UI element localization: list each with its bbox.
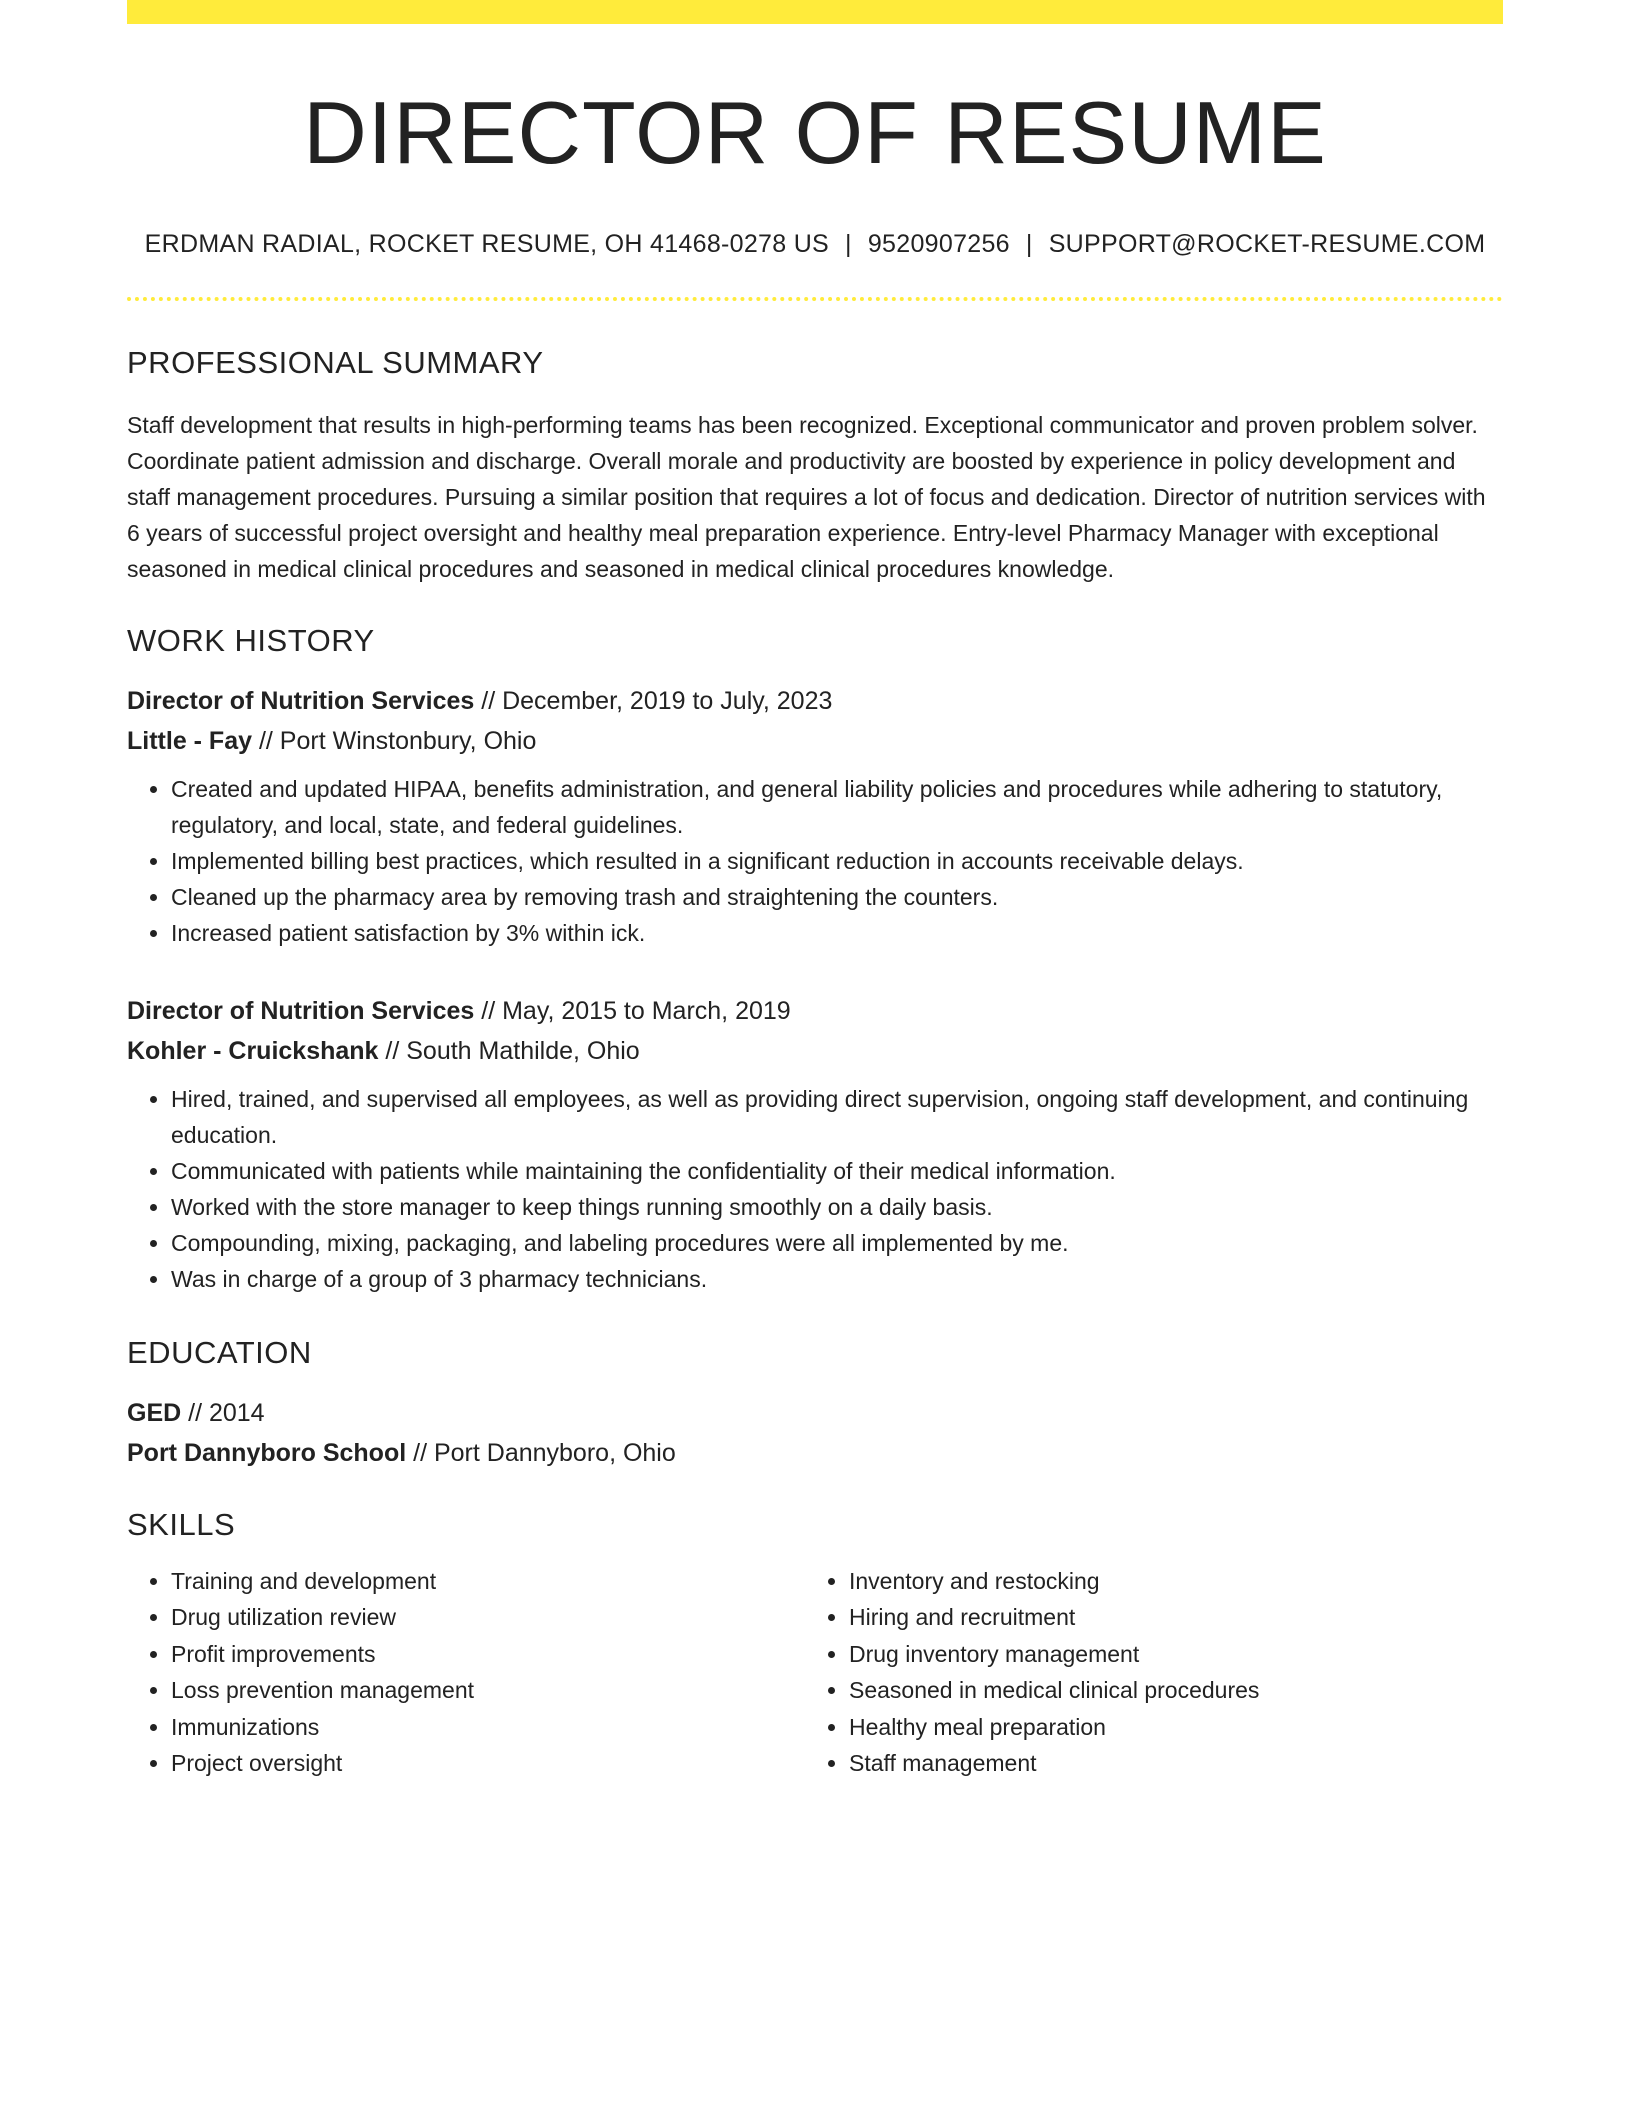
skill-item: • Drug utilization review — [171, 1599, 805, 1636]
job-bullet: • Was in charge of a group of 3 pharmacy technicians. — [171, 1261, 1503, 1297]
contact-separator: | — [1025, 229, 1033, 258]
job-company: Little - Fay — [127, 726, 253, 755]
education-school: Port Dannyboro School — [127, 1438, 407, 1467]
skill-item: • Training and development — [171, 1563, 805, 1600]
skill-item: • Healthy meal preparation — [849, 1709, 1483, 1746]
dotted-divider — [127, 297, 1503, 301]
education-entry — [127, 1393, 1503, 1473]
job-entry — [127, 681, 1503, 951]
education-heading: EDUCATION — [127, 1334, 312, 1370]
job-dates: // December, 2019 to July, 2023 — [474, 686, 833, 715]
resume-name: DIRECTOR OF RESUME — [303, 83, 1327, 182]
education-year: // 2014 — [181, 1398, 265, 1427]
accent-bar — [127, 0, 1503, 24]
summary-heading: PROFESSIONAL SUMMARY — [127, 344, 544, 380]
education-school-line — [127, 1433, 1503, 1473]
job-company-line — [127, 721, 1503, 761]
skill-item: • Seasoned in medical clinical procedures — [849, 1672, 1483, 1709]
skill-item: • Loss prevention management — [171, 1672, 805, 1709]
job-role: Director of Nutrition Services — [127, 686, 475, 715]
job-bullet: • Compounding, mixing, packaging, and labeling procedures were all implemented by me. — [171, 1225, 1503, 1261]
job-bullet: • Worked with the store manager to keep things running smoothly on a daily basis. — [171, 1189, 1503, 1225]
skill-item: • Drug inventory management — [849, 1636, 1483, 1673]
job-title-line — [127, 991, 1503, 1031]
resume-page — [127, 0, 1503, 1782]
job-bullet: • Created and updated HIPAA, benefits administration, and general liability policies and procedures while adhering to statutory, regulatory, and local, state, and federal guidelines. — [171, 771, 1503, 843]
skill-item: • Immunizations — [171, 1709, 805, 1746]
skill-item: • Staff management — [849, 1745, 1483, 1782]
job-title-line — [127, 681, 1503, 721]
job-entry — [127, 991, 1503, 1297]
skill-item: • Profit improvements — [171, 1636, 805, 1673]
education-degree-line — [127, 1393, 1503, 1433]
job-location: // Port Winstonbury, Ohio — [252, 726, 537, 755]
skills-list-left — [127, 1563, 805, 1782]
job-dates: // May, 2015 to March, 2019 — [474, 996, 791, 1025]
contact-phone: 9520907256 — [867, 229, 1010, 258]
job-bullet: • Hired, trained, and supervised all employees, as well as providing direct supervision, ongoing staff development, and continuing education. — [171, 1081, 1503, 1153]
work-history-heading: WORK HISTORY — [127, 622, 375, 658]
education-location: // Port Dannyboro, Ohio — [406, 1438, 676, 1467]
job-role: Director of Nutrition Services — [127, 996, 475, 1025]
job-bullets — [127, 771, 1503, 951]
job-bullets — [127, 1081, 1503, 1297]
skills-heading: SKILLS — [127, 1506, 236, 1542]
contact-line — [127, 230, 1503, 259]
job-bullet: • Increased patient satisfaction by 3% within ick. — [171, 915, 1503, 951]
contact-address: ERDMAN RADIAL, ROCKET RESUME, OH 41468-0278 US — [144, 229, 830, 258]
skill-item: • Hiring and recruitment — [849, 1599, 1483, 1636]
contact-separator: | — [845, 229, 852, 258]
skill-item: • Inventory and restocking — [849, 1563, 1483, 1600]
job-bullet: • Cleaned up the pharmacy area by removing trash and straightening the counters. — [171, 879, 1503, 915]
skills-columns — [127, 1563, 1503, 1782]
job-location: // South Mathilde, Ohio — [378, 1036, 640, 1065]
summary-text: Staff development that results in high-performing teams has been recognized. Exceptional communicator and proven problem solver. Coordinate patient admission and discharge. Overall morale and productivity are boosted by experience in policy development and staff management procedures. Pursuing a similar position that requires a lot of focus and dedication. Director of nutrition services with 6 years of successful project oversight and healthy meal preparation experience. Entry-level Pharmacy Manager with exceptional seasoned in medical clinical procedures and seasoned in medical clinical procedures knowledge. — [127, 411, 1486, 582]
job-bullet: • Communicated with patients while maintaining the confidentiality of their medical information. — [171, 1153, 1503, 1189]
contact-email: SUPPORT@ROCKET-RESUME.COM — [1048, 229, 1486, 258]
job-bullet: • Implemented billing best practices, which resulted in a significant reduction in accounts receivable delays. — [171, 843, 1503, 879]
job-company-line — [127, 1031, 1503, 1071]
education-degree: GED — [127, 1398, 182, 1427]
skill-item: • Project oversight — [171, 1745, 805, 1782]
skills-list-right — [805, 1563, 1483, 1782]
job-company: Kohler - Cruickshank — [127, 1036, 379, 1065]
